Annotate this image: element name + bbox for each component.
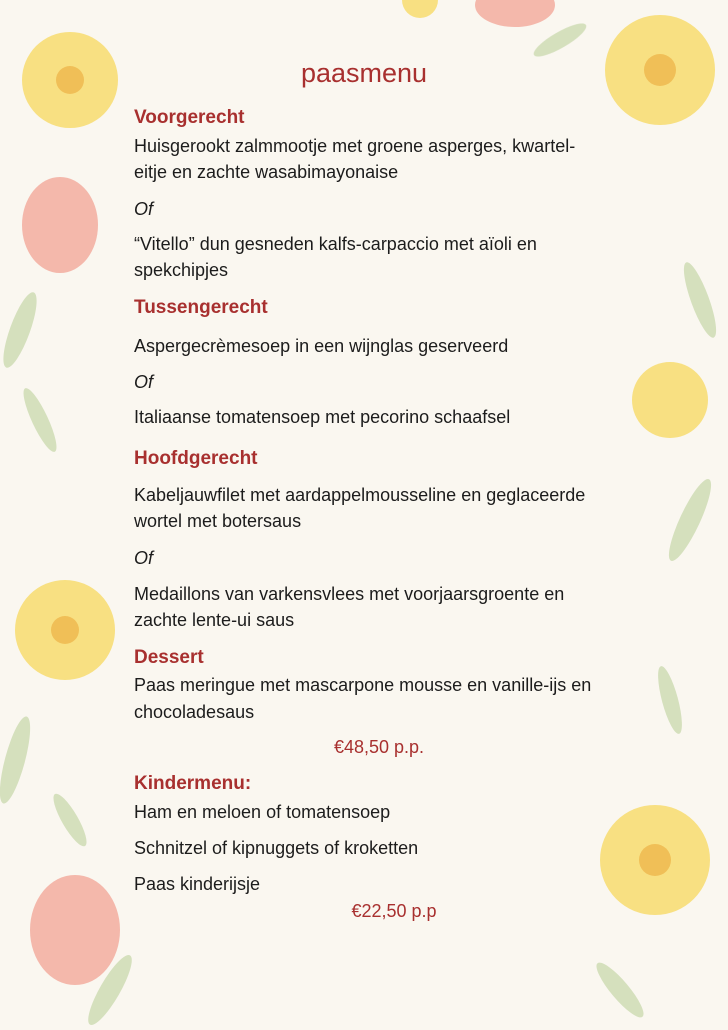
menu-item-line: Kabeljauwfilet met aardappelmousseline en geglaceerde (134, 485, 586, 505)
kids-menu-price: €22,50 p.p (351, 901, 437, 921)
menu-item-line: “Vitello” dun gesneden kalfs-carpaccio met aïoli en (134, 234, 537, 254)
menu-item-line: chocoladesaus (134, 702, 255, 722)
kids-menu-item: Paas kinderijsje (134, 874, 261, 894)
menu-item-line: Paas meringue met mascarpone mousse en vanille-ijs en (134, 675, 592, 695)
menu-price: €48,50 p.p. (333, 737, 425, 757)
section-heading-dessert: Dessert (134, 647, 204, 668)
menu-item-line: Medaillons van varkensvlees met voorjaarsgroente en (134, 584, 565, 604)
menu-item-line: zachte lente-ui saus (134, 610, 295, 630)
section-heading-hoofdgerecht: Hoofdgerecht (134, 448, 258, 469)
menu-item-line: spekchipjes (134, 260, 229, 280)
or-separator: Of (134, 372, 154, 392)
kids-menu-item: Schnitzel of kipnuggets of kroketten (134, 838, 419, 858)
menu-item-line: wortel met botersaus (134, 511, 302, 531)
menu-item-line: eitje en zachte wasabimayonaise (134, 162, 399, 182)
page-title: paasmenu (300, 58, 428, 88)
menu-item-line: Huisgerookt zalmmootje met groene asperges, kwartel- (134, 136, 576, 156)
menu-item-line: Italiaanse tomatensoep met pecorino schaafsel (134, 407, 511, 427)
menu-item-line: Aspergecrèmesoep in een wijnglas geserveerd (134, 336, 509, 356)
or-separator: Of (134, 199, 154, 219)
section-heading-tussengerecht: Tussengerecht (134, 297, 268, 318)
section-heading-voorgerecht: Voorgerecht (134, 107, 245, 128)
section-heading-kindermenu: Kindermenu: (134, 773, 252, 794)
kids-menu-item: Ham en meloen of tomatensoep (134, 802, 391, 822)
or-separator: Of (134, 548, 154, 568)
